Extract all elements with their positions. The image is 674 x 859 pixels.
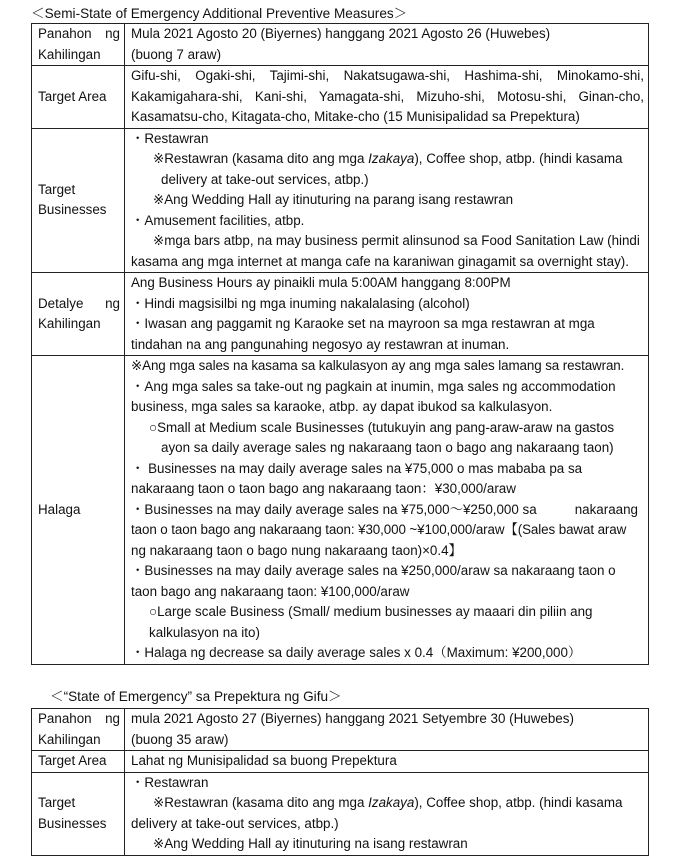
- se-restaurant-note: ※Restawran (kasama dito ang mga Izakaya), Coffee shop, atbp. (hindi kasama: [153, 795, 623, 810]
- details-row: [32, 273, 649, 356]
- amusement-note-line1: ※mga bars atbp, na may business permit alinsunod sa Food Sanitation Law (hindi: [153, 233, 640, 248]
- takeout-line2: business, mga sales sa karaoke, atbp. ay dapat ibukod sa kalkulasyon.: [131, 399, 553, 414]
- semi-state-table: [31, 23, 649, 665]
- small-medium-line1: ○Small at Medium scale Businesses (tutukuyin ang pang-araw-araw na gastos: [149, 419, 615, 435]
- target-area-label: Target Area: [32, 66, 125, 129]
- tier1-line2: nakaraang taon o taon bago ang nakaraang taon：¥30,000/araw: [131, 481, 516, 496]
- tier3-line2: taon bago ang nakaraang taon: ¥100,000/araw: [131, 583, 410, 599]
- karaoke-item-line1: ・Iwasan ang paggamit ng Karaoke set na mayroon sa mga restawran at mga: [131, 316, 595, 331]
- sales-note: ※Ang mga sales na kasama sa kalkulasyon ay ang mga sales lamang sa restawran.: [131, 358, 625, 373]
- se-restaurant-note-line2: delivery at take-out services, atbp.): [131, 815, 339, 831]
- target-businesses-row: [32, 128, 649, 273]
- state-emergency-table: [31, 708, 649, 856]
- amusement-heading: ・Amusement facilities, atbp.: [131, 212, 305, 228]
- large-scale-line2: kalkulasyon na ito): [149, 624, 260, 640]
- semi-state-title: ＜Semi-State of Emergency Additional Preventive Measures＞: [31, 6, 408, 21]
- target-area-text: Gifu-shi, Ogaki-shi, Tajimi-shi, Nakatsugawa-shi, Hashima-shi, Minokamo-shi, Kakamigahara-shi, Kani-shi, Yamagata-shi, Mizuho-shi, Motosu-shi, Ginan-cho, Kasamatsu-cho, Kitagata-cho, Mitake-cho (15 Munisipalidad sa Prepektura): [125, 66, 649, 129]
- state-emergency-title: ＜“State of Emergency” sa Prepektura ng Gifu＞: [50, 689, 342, 704]
- large-scale-line1: ○Large scale Business (Small/ medium businesses ay maaari din piliin ang: [149, 604, 593, 619]
- tier2-line1: ・Businesses na may daily average sales na ¥75,000～¥250,000 sa nakaraang: [131, 501, 638, 517]
- details-label: Detalye ng Kahilingan: [32, 273, 125, 356]
- target-businesses-label: Target Businesses: [32, 128, 125, 273]
- tier2-line2: taon o taon bago ang nakaraang taon: ¥30,000 ~¥100,000/araw【(Sales bawat araw: [131, 522, 627, 537]
- tier2-line3: ng nakaraang taon o bago nung nakaraang taon)×0.4】: [131, 542, 462, 558]
- period-line1: Mula 2021 Agosto 20 (Biyernes) hanggang 2021 Agosto 26 (Huwebes): [131, 26, 551, 41]
- se-period-line2: (buong 35 araw): [131, 731, 229, 747]
- se-target-businesses-row: [32, 772, 649, 855]
- se-period-line1: mula 2021 Agosto 27 (Biyernes) hanggang 2021 Setyembre 30 (Huwebes): [131, 711, 574, 726]
- se-restaurant-heading: ・Restawran: [131, 774, 209, 790]
- se-target-area-label: Target Area: [32, 751, 125, 773]
- takeout-line1: ・Ang mga sales sa take-out ng pagkain at inumin, mga sales ng accommodation: [131, 378, 616, 394]
- tier1-line1: ・ Businesses na may daily average sales na ¥75,000 o mas mababa pa sa: [131, 460, 583, 476]
- se-period-label: Panahon ng Kahilingan: [32, 709, 125, 751]
- amount-row: [32, 356, 649, 665]
- target-area-row: [32, 66, 649, 129]
- period-row: [32, 24, 649, 66]
- se-wedding-note: ※Ang Wedding Hall ay itinuturing na isang restawran: [153, 836, 468, 851]
- se-target-area-row: [32, 751, 649, 773]
- tier3-line1: ・Businesses na may daily average sales na ¥250,000/araw sa nakaraang taon o: [131, 563, 616, 578]
- decrease-item: ・Halaga ng decrease sa daily average sales x 0.4（Maximum: ¥200,000）: [131, 645, 582, 660]
- business-hours: Ang Business Hours ay pinaikli mula 5:00AM hanggang 8:00PM: [131, 275, 511, 290]
- wedding-note: ※Ang Wedding Hall ay itinuturing na parang isang restawran: [153, 192, 514, 207]
- period-label: Panahon ng Kahilingan: [32, 24, 125, 66]
- restaurant-heading: ・Restawran: [131, 130, 209, 146]
- se-target-area-text: Lahat ng Munisipalidad sa buong Prepektura: [125, 751, 649, 773]
- se-target-businesses-label: Target Businesses: [32, 772, 125, 855]
- restaurant-note: ※Restawran (kasama dito ang mga Izakaya), Coffee shop, atbp. (hindi kasama: [153, 151, 623, 166]
- small-medium-line2: ayon sa daily average sales ng nakaraang taon o bago ang nakaraang taon): [161, 440, 614, 455]
- se-period-row: [32, 709, 649, 751]
- amusement-note-line2: kasama ang mga internet at manga cafe na karaniwan ginagamit sa overnight stay).: [131, 253, 629, 269]
- amount-label: Halaga: [32, 356, 125, 665]
- period-line2: (buong 7 araw): [131, 46, 222, 62]
- karaoke-item-line2: tindahan na ang pangunahing negosyo ay restawran at inuman.: [131, 336, 510, 352]
- alcohol-item: ・Hindi magsisilbi ng mga inuming nakalalasing (alcohol): [131, 295, 470, 311]
- restaurant-note-line2: delivery at take-out services, atbp.): [161, 171, 369, 187]
